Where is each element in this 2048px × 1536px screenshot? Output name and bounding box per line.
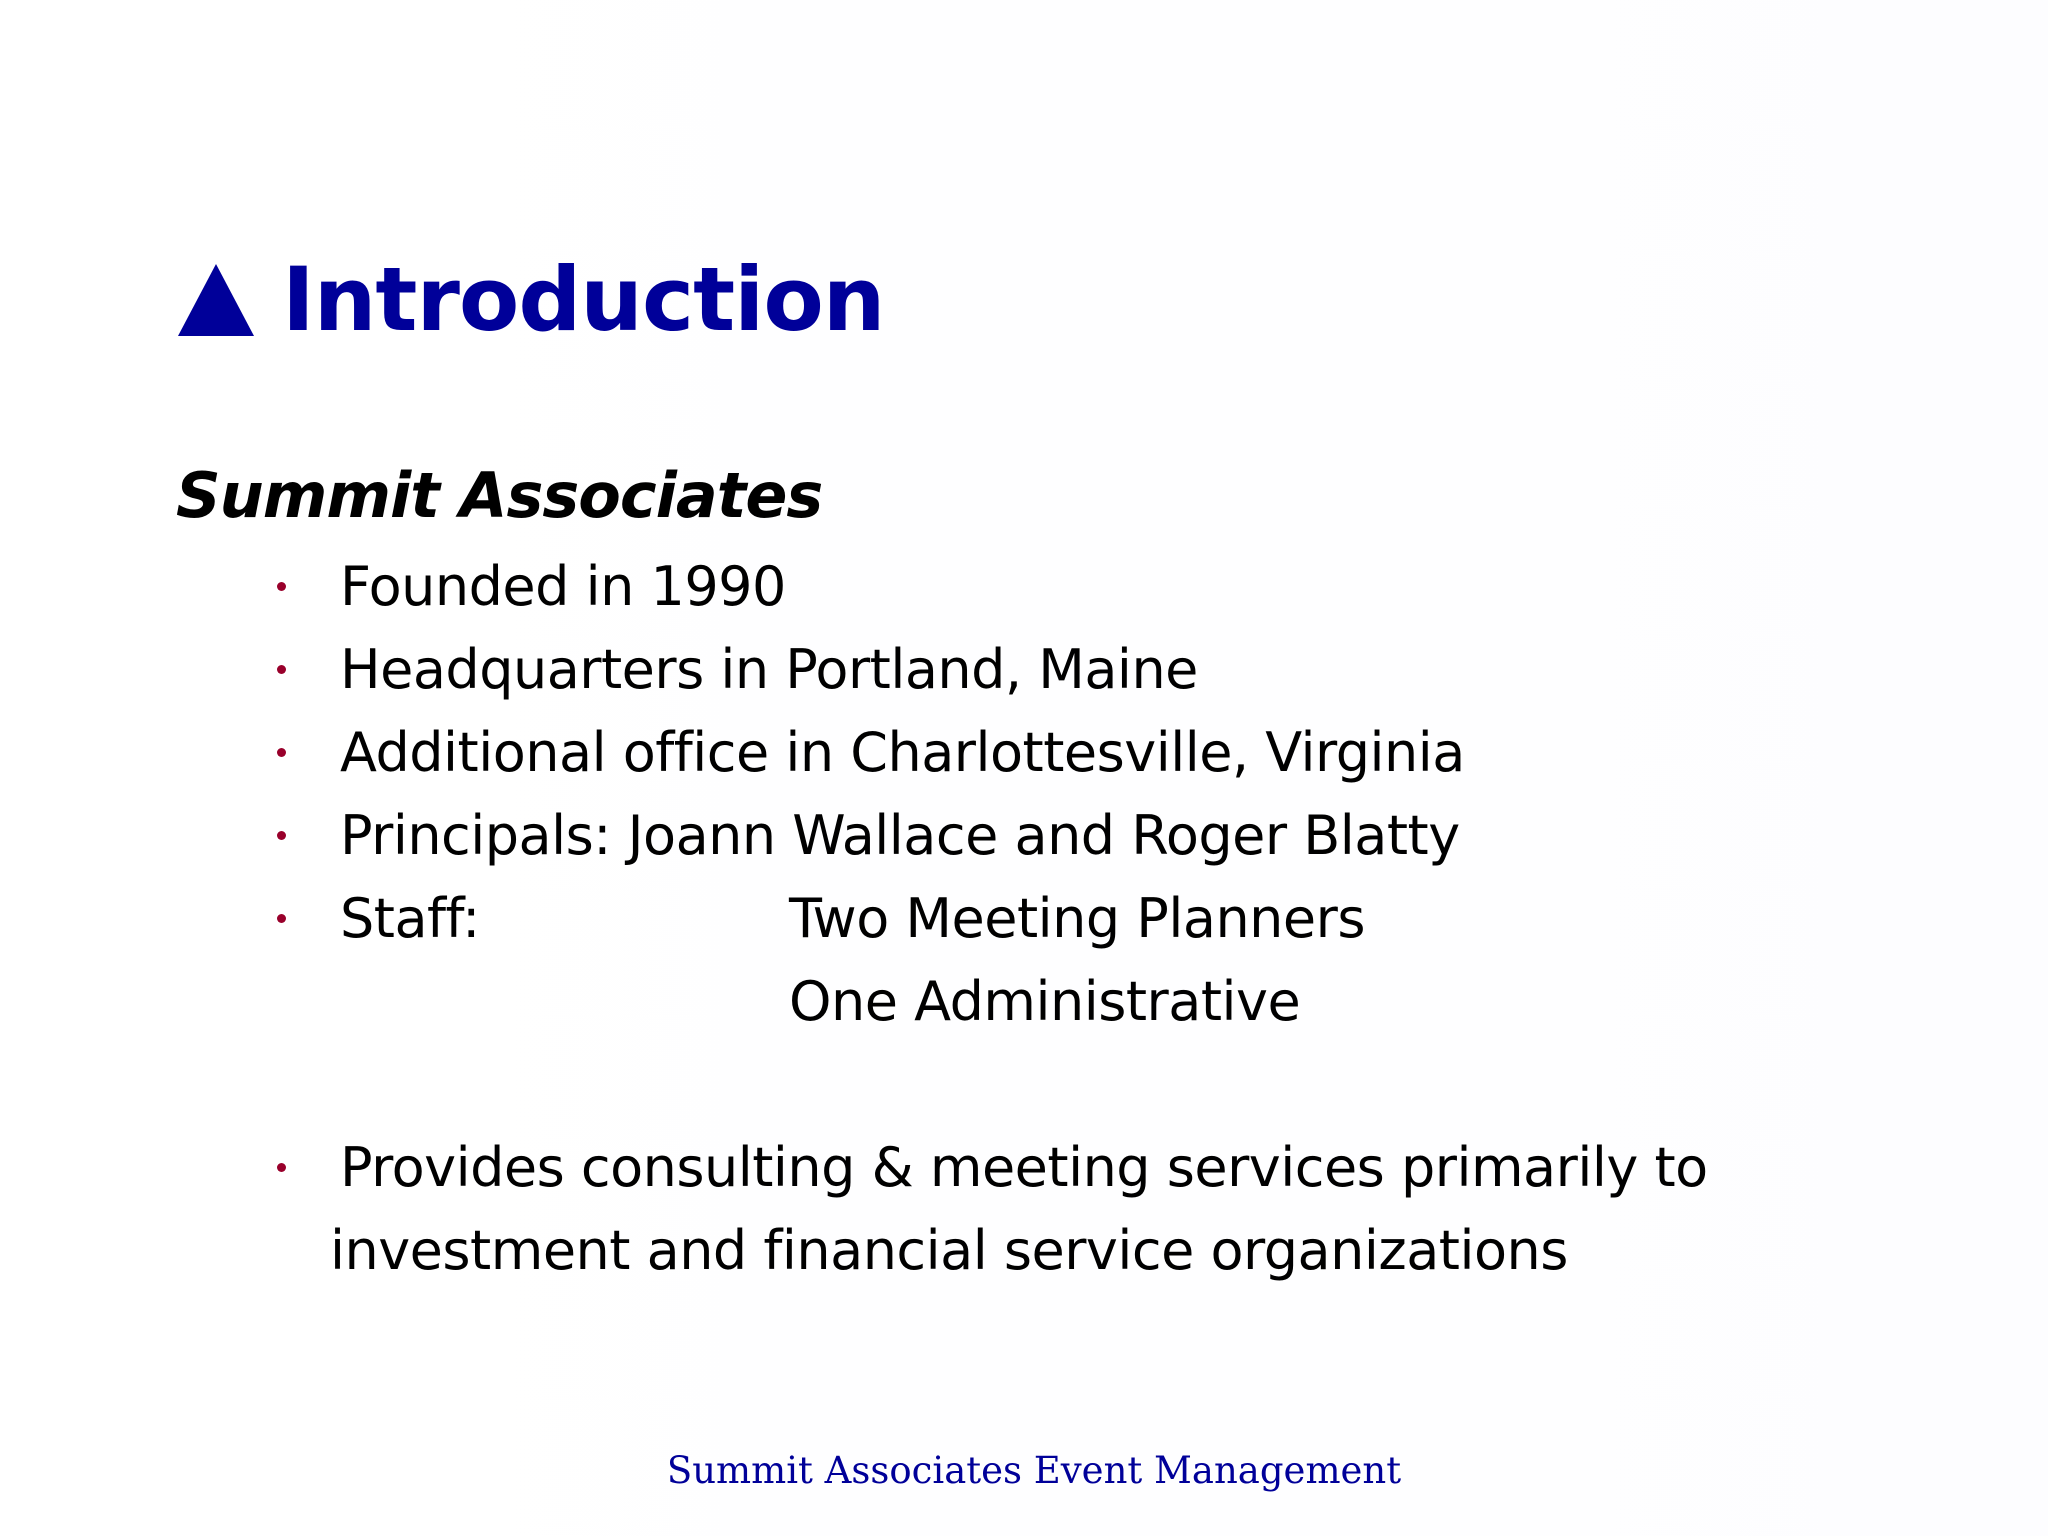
bullet-item-founded (0, 545, 2048, 629)
staff-value-administrative: One Administrative (789, 970, 1301, 1033)
bullet-text: Additional office in Charlottesville, Virginia (340, 721, 1465, 784)
slide-title-row (178, 250, 884, 350)
bullet-text: Headquarters in Portland, Maine (340, 638, 1198, 701)
triangle-icon (178, 264, 254, 336)
slide-title: Introduction (282, 248, 885, 351)
staff-value-planners: Two Meeting Planners (789, 887, 1365, 950)
bullet-text: Provides consulting & meeting services primarily to (340, 1136, 1708, 1199)
bullet-dot-icon (277, 748, 286, 757)
slide-footer: Summit Associates Event Management (666, 1449, 1402, 1492)
services-continuation: investment and financial service organizations (330, 1219, 1568, 1282)
bullet-item-headquarters (0, 628, 2048, 712)
bullet-dot-icon (277, 1163, 286, 1172)
staff-label: Staff: (340, 887, 480, 950)
bullet-dot-icon (277, 831, 286, 840)
bullet-dot-icon (277, 665, 286, 674)
bullet-text: Principals: Joann Wallace and Roger Blatty (340, 804, 1460, 867)
company-heading: Summit Associates (176, 459, 823, 532)
bullet-text: Founded in 1990 (340, 555, 786, 618)
bullet-item-principals (0, 794, 2048, 878)
bullet-dot-icon (277, 914, 286, 923)
bullet-item-staff (0, 877, 2048, 961)
bullet-item-additional-office (0, 711, 2048, 795)
bullet-dot-icon (277, 582, 286, 591)
bullet-item-services (0, 1126, 2048, 1210)
staff-continuation (0, 960, 2048, 1044)
